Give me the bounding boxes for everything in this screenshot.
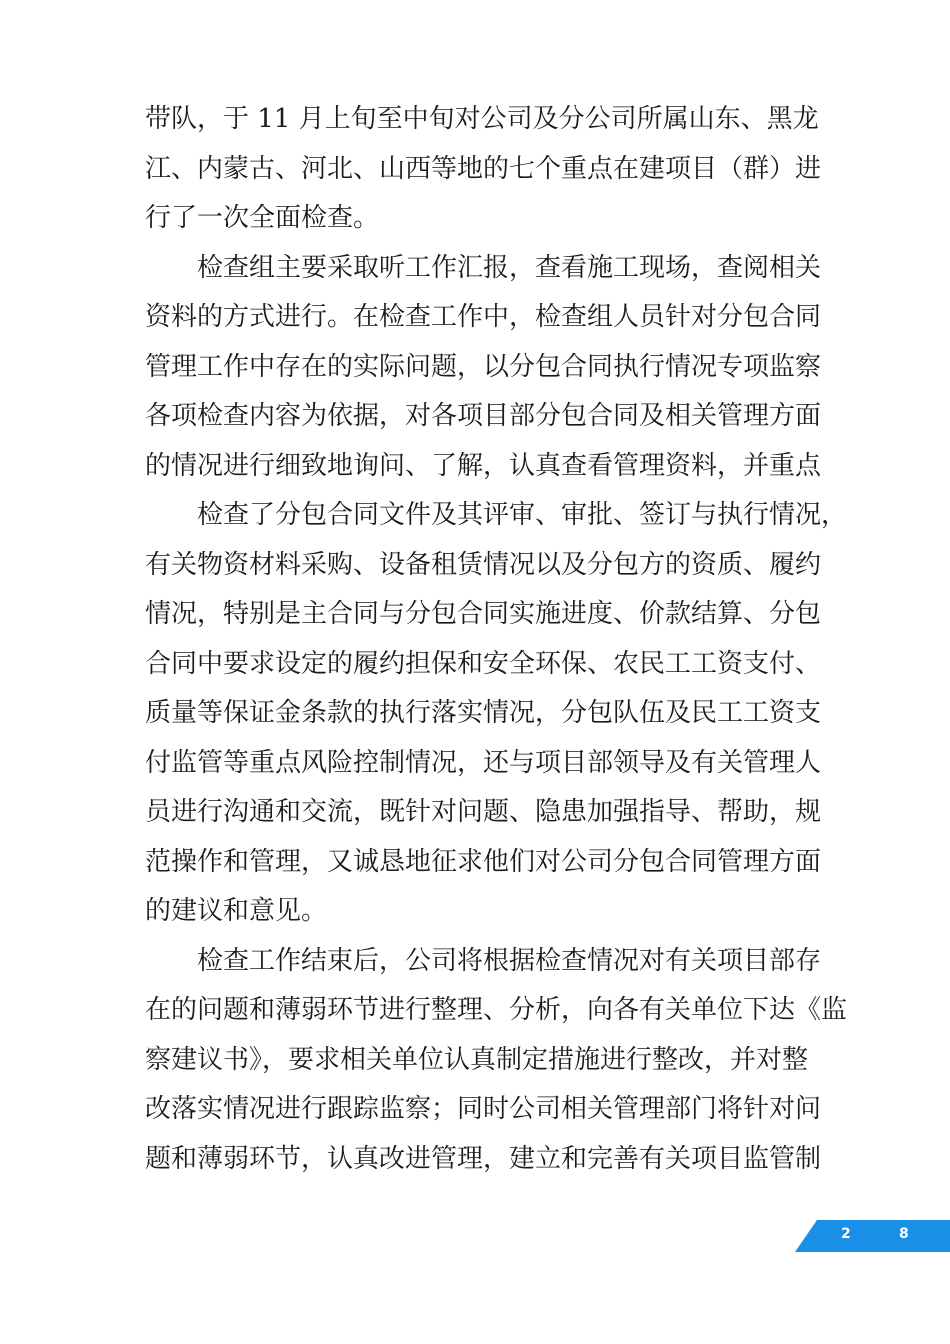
text-line: 在的问题和薄弱环节进行整理、分析，向各有关单位下达《监: [145, 995, 848, 1025]
text-line: 付监管等重点风险控制情况，还与项目部领导及有关管理人: [145, 747, 822, 778]
paragraph: [145, 95, 822, 244]
page-number-ribbon: [795, 1220, 950, 1252]
page-number-digit: 8: [899, 1226, 909, 1242]
text-line: 题和薄弱环节，认真改进管理，建立和完善有关项目监管制: [145, 1143, 822, 1174]
text-line: 各项检查内容为依据，对各项目部分包合同及相关管理方面: [145, 401, 822, 431]
text-line: 资料的方式进行。在检查工作中，检查组人员针对分包合同: [145, 302, 822, 332]
text-line: 带队，于 11 月上旬至中旬对公司及分公司所属山东、黑龙: [145, 104, 819, 134]
text-line: 范操作和管理，又诚恳地征求他们对公司分包合同管理方面: [145, 846, 822, 877]
text-line: 检查了分包合同文件及其评审、审批、签订与执行情况，: [197, 500, 848, 530]
text-line: 的建议和意见。: [145, 896, 328, 926]
text-line: 员进行沟通和交流，既针对问题、隐患加强指导、帮助，规: [145, 797, 822, 827]
page-number-bar: [795, 1220, 950, 1252]
text-line: 的情况进行细致地询问、了解，认真查看管理资料，并重点: [145, 450, 822, 481]
text-line: 质量等保证金条款的执行落实情况，分包队伍及民工工资支: [145, 698, 822, 728]
text-line: 察建议书》，要求相关单位认真制定措施进行整改，并对整: [145, 1044, 809, 1075]
text-line: 检查工作结束后，公司将根据检查情况对有关项目部存: [197, 945, 822, 976]
text-line: 管理工作中存在的实际问题，以分包合同执行情况专项监察: [145, 351, 822, 382]
text-line: 检查组主要采取听工作汇报，查看施工现场，查阅相关: [197, 252, 822, 283]
page-number-digit: 2: [841, 1226, 851, 1242]
text-line: 改落实情况进行跟踪监察；同时公司相关管理部门将针对问: [145, 1094, 822, 1124]
paragraph: [145, 491, 848, 937]
text-line: 行了一次全面检查。: [145, 203, 380, 233]
paragraph: [145, 244, 822, 492]
text-line: 有关物资材料采购、设备租赁情况以及分包方的资质、履约: [145, 549, 822, 580]
text-line: 情况，特别是主合同与分包合同实施进度、价款结算、分包: [145, 599, 822, 629]
text-line: 江、内蒙古、河北、山西等地的七个重点在建项目（群）进: [145, 153, 822, 184]
paragraph: [145, 937, 848, 1185]
document-body: [145, 95, 848, 1184]
text-line: 合同中要求设定的履约担保和安全环保、农民工工资支付、: [145, 648, 822, 679]
